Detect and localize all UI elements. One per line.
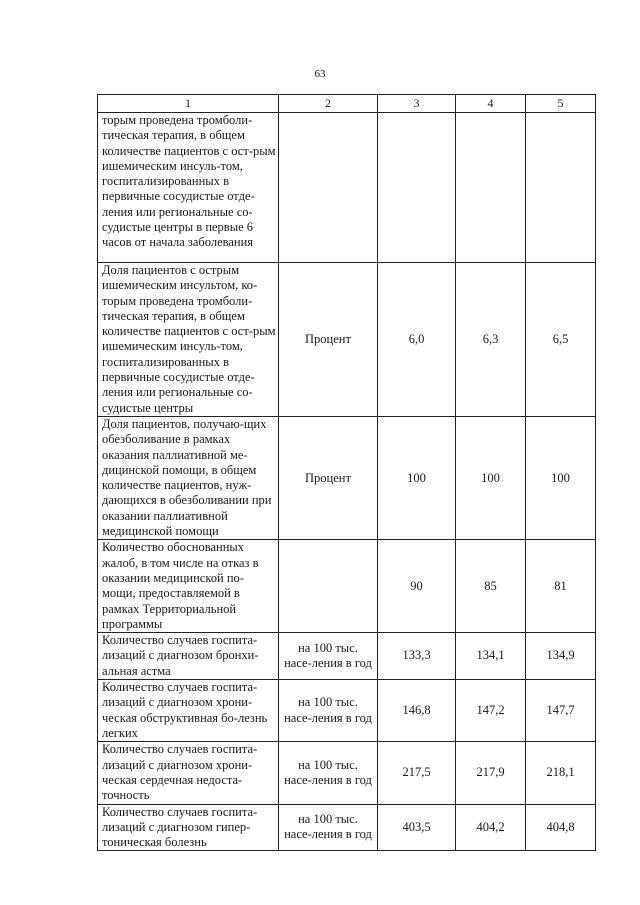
value-col-5: 218,1 (526, 742, 596, 804)
value-col-4: 85 (456, 540, 526, 633)
table-row (98, 113, 596, 263)
table-row (98, 263, 596, 417)
value-col-4: 134,1 (456, 633, 526, 680)
indicator-name: Доля пациентов с острым ишемическим инсультом, ко-торым проведена тромболи-тическая терапия, в общем количестве пациентов с ост-рым ишемическим инсуль-том, госпитализированных в первичные сосудистые отде-ления или региональные со-судистые центры (98, 263, 279, 417)
indicator-name: Количество обоснованных жалоб, в том числе на отказ в оказании медицинской по-мощи, предоставляемой в рамках Территориальной программы (98, 540, 279, 633)
indicator-name: Количество случаев госпита-лизаций с диагнозом бронхи-альная астма (98, 633, 279, 680)
page-number: 63 (314, 68, 326, 80)
value-col-3 (378, 113, 456, 263)
indicator-unit: Процент (279, 263, 378, 417)
value-col-3: 90 (378, 540, 456, 633)
value-col-5: 81 (526, 540, 596, 633)
table-row (98, 804, 596, 851)
column-header-1: 1 (98, 95, 279, 113)
value-col-3: 403,5 (378, 804, 456, 851)
value-col-3: 146,8 (378, 680, 456, 742)
indicator-unit (279, 540, 378, 633)
value-col-4: 404,2 (456, 804, 526, 851)
indicator-unit (279, 113, 378, 263)
indicator-name: торым проведена тромболи-тическая терапия, в общем количестве пациентов с ост-рым ишемическим инсуль-том, госпитализированных в первичные сосудистые отде-ления или региональные со-судистые центры в первые 6 часов от начала заболевания (98, 113, 279, 263)
value-col-4: 147,2 (456, 680, 526, 742)
value-col-3: 6,0 (378, 263, 456, 417)
indicator-name: Количество случаев госпита-лизаций с диагнозом хрони-ческая обструктивная бо-лезнь легких (98, 680, 279, 742)
value-col-4 (456, 113, 526, 263)
indicator-name: Доля пациентов, получаю-щих обезболивание в рамках оказания паллиативной ме-дицинской помощи, в общем количестве пациентов, нуж-дающихся в обезболивании при оказании паллиативной медицинской помощи (98, 416, 279, 539)
column-header-2: 2 (279, 95, 378, 113)
value-col-5: 6,5 (526, 263, 596, 417)
table-row (98, 540, 596, 633)
value-col-4: 6,3 (456, 263, 526, 417)
column-header-3: 3 (378, 95, 456, 113)
table-row (98, 416, 596, 539)
value-col-3: 217,5 (378, 742, 456, 804)
table-row (98, 680, 596, 742)
table-row (98, 633, 596, 680)
value-col-5: 100 (526, 416, 596, 539)
column-header-4: 4 (456, 95, 526, 113)
value-col-5: 147,7 (526, 680, 596, 742)
indicator-name: Количество случаев госпита-лизаций с диагнозом хрони-ческая сердечная недоста-точность (98, 742, 279, 804)
indicator-unit: на 100 тыс. насе-ления в год (279, 742, 378, 804)
value-col-4: 217,9 (456, 742, 526, 804)
table-header-row (98, 95, 596, 113)
indicator-unit: на 100 тыс. насе-ления в год (279, 680, 378, 742)
indicators-table (97, 94, 596, 851)
value-col-3: 133,3 (378, 633, 456, 680)
value-col-5 (526, 113, 596, 263)
value-col-5: 404,8 (526, 804, 596, 851)
table-row (98, 742, 596, 804)
column-header-5: 5 (526, 95, 596, 113)
indicator-name: Количество случаев госпита-лизаций с диагнозом гипер-тоническая болезнь (98, 804, 279, 851)
value-col-5: 134,9 (526, 633, 596, 680)
indicator-unit: Процент (279, 416, 378, 539)
indicator-unit: на 100 тыс. насе-ления в год (279, 633, 378, 680)
value-col-3: 100 (378, 416, 456, 539)
value-col-4: 100 (456, 416, 526, 539)
indicator-unit: на 100 тыс. насе-ления в год (279, 804, 378, 851)
